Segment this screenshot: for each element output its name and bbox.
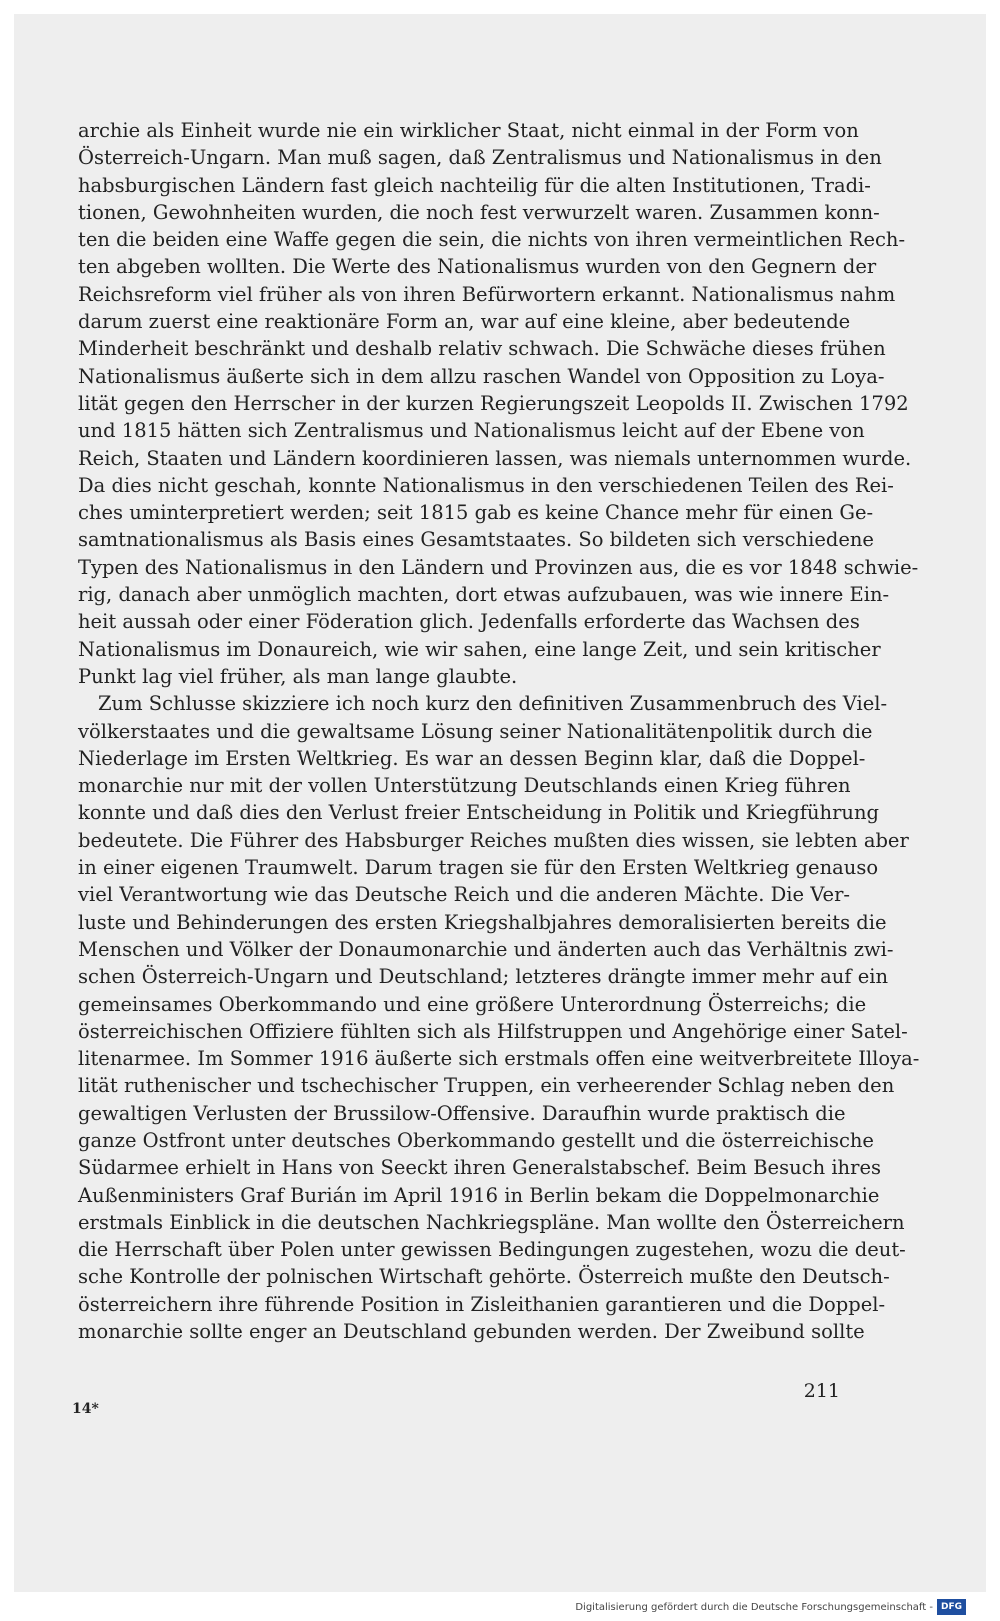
text-line: heit aussah oder einer Föderation glich. Jedenfalls erforderte das Wachsen des	[78, 610, 860, 634]
text-line: die Herrschaft über Polen unter gewissen Bedingungen zugestehen, wozu die deut-	[78, 1238, 906, 1262]
text-line: schen Österreich-Ungarn und Deutschland; letzteres drängte immer mehr auf ein	[78, 965, 889, 989]
text-line: ten abgeben wollten. Die Werte des Nationalismus wurden von den Gegnern der	[78, 255, 877, 279]
text-line: Österreich-Ungarn. Man muß sagen, daß Zentralismus und Nationalismus in den	[78, 146, 882, 170]
text-line: Menschen und Völker der Donaumonarchie und änderten auch das Verhältnis zwi-	[78, 937, 894, 961]
text-line: Punkt lag viel früher, als man lange glaubte.	[78, 664, 518, 688]
text-line: Nationalismus im Donaureich, wie wir sahen, eine lange Zeit, und sein kritischer	[78, 637, 881, 661]
text-line: lität ruthenischer und tschechischer Truppen, ein verheerender Schlag neben den	[78, 1074, 895, 1098]
page-number: 211	[803, 1380, 840, 1402]
text-line: Südarmee erhielt in Hans von Seeckt ihren Generalstabschef. Beim Besuch ihres	[78, 1156, 881, 1180]
text-line: Zum Schlusse skizziere ich noch kurz den definitiven Zusammenbruch des Viel-	[98, 692, 888, 716]
credit-text: Digitalisierung gefördert durch die Deutsche Forschungsgemeinschaft -	[575, 1601, 933, 1613]
text-line: in einer eigenen Traumwelt. Darum tragen sie für den Ersten Weltkrieg genauso	[78, 856, 879, 880]
text-line: Minderheit beschränkt und deshalb relativ schwach. Die Schwäche dieses frühen	[78, 337, 886, 361]
text-line: rig, danach aber unmöglich machten, dort etwas aufzubauen, was wie innere Ein-	[78, 583, 890, 607]
text-line: ten die beiden eine Waffe gegen die sein, die nichts von ihren vermeintlichen Rech-	[78, 228, 906, 252]
text-line: Außenministers Graf Burián im April 1916 in Berlin bekam die Doppelmonarchie	[78, 1183, 880, 1207]
text-line: österreichern ihre führende Position in Zisleithanien garantieren und die Doppel-	[78, 1292, 886, 1316]
body-text	[78, 117, 920, 1345]
text-line: völkerstaates und die gewaltsame Lösung seiner Nationalitätenpolitik durch die	[78, 719, 873, 743]
dfg-logo: DFG	[937, 1599, 966, 1615]
text-line: litenarmee. Im Sommer 1916 äußerte sich erstmals offen eine weitverbreitete Illoya-	[78, 1047, 920, 1071]
text-line: monarchie sollte enger an Deutschland gebunden werden. Der Zweibund sollte	[78, 1320, 865, 1344]
text-line: konnte und daß dies den Verlust freier Entscheidung in Politik und Kriegführung	[78, 801, 879, 825]
text-line: Niederlage im Ersten Weltkrieg. Es war an dessen Beginn klar, daß die Doppel-	[78, 746, 866, 770]
text-line: monarchie nur mit der vollen Unterstützung Deutschlands einen Krieg führen	[78, 774, 851, 798]
digitization-credit	[575, 1597, 966, 1617]
text-line: Nationalismus äußerte sich in dem allzu raschen Wandel von Opposition zu Loya-	[78, 364, 885, 388]
text-line: Da dies nicht geschah, konnte Nationalismus in den verschiedenen Teilen des Rei-	[78, 473, 894, 497]
text-line: viel Verantwortung wie das Deutsche Reich und die anderen Mächte. Die Ver-	[78, 883, 850, 907]
text-line: Reich, Staaten und Ländern koordinieren lassen, was niemals unternommen wurde.	[78, 446, 912, 470]
text-line: bedeutete. Die Führer des Habsburger Reiches mußten dies wissen, sie lebten aber	[78, 828, 909, 852]
text-line: erstmals Einblick in die deutschen Nachkriegspläne. Man wollte den Österreichern	[78, 1210, 905, 1234]
text-line: gemeinsames Oberkommando und eine größere Unterordnung Österreichs; die	[78, 992, 867, 1016]
text-line: und 1815 hätten sich Zentralismus und Nationalismus leicht auf der Ebene von	[78, 419, 865, 443]
text-line: samtnationalismus als Basis eines Gesamtstaates. So bildeten sich verschiedene	[78, 528, 874, 552]
signature-mark: 14*	[72, 1401, 99, 1417]
text-line: gewaltigen Verlusten der Brussilow-Offensive. Daraufhin wurde praktisch die	[78, 1101, 846, 1125]
text-line: darum zuerst eine reaktionäre Form an, war auf eine kleine, aber bedeutende	[78, 310, 851, 334]
text-line: luste und Behinderungen des ersten Kriegshalbjahres demoralisierten bereits die	[78, 910, 887, 934]
text-line: habsburgischen Ländern fast gleich nachteilig für die alten Institutionen, Tradi-	[78, 173, 871, 197]
text-line: sche Kontrolle der polnischen Wirtschaft gehörte. Österreich mußte den Deutsch-	[78, 1265, 890, 1289]
text-line: tionen, Gewohnheiten wurden, die noch fest verwurzelt waren. Zusammen konn-	[78, 200, 880, 224]
text-line: lität gegen den Herrscher in der kurzen Regierungszeit Leopolds II. Zwischen 1792	[78, 391, 909, 415]
text-line: Typen des Nationalismus in den Ländern und Provinzen aus, die es vor 1848 schwie-	[78, 555, 919, 579]
text-line: archie als Einheit wurde nie ein wirklicher Staat, nicht einmal in der Form von	[78, 119, 859, 142]
text-line: ganze Ostfront unter deutsches Oberkommando gestellt und die österreichische	[78, 1128, 874, 1152]
text-line: österreichischen Offiziere fühlten sich als Hilfstruppen und Angehörige einer Satel-	[78, 1019, 908, 1043]
text-line: ches uminterpretiert werden; seit 1815 gab es keine Chance mehr für einen Ge-	[78, 501, 874, 525]
text-line: Reichsreform viel früher als von ihren Befürwortern erkannt. Nationalismus nahm	[78, 282, 896, 306]
